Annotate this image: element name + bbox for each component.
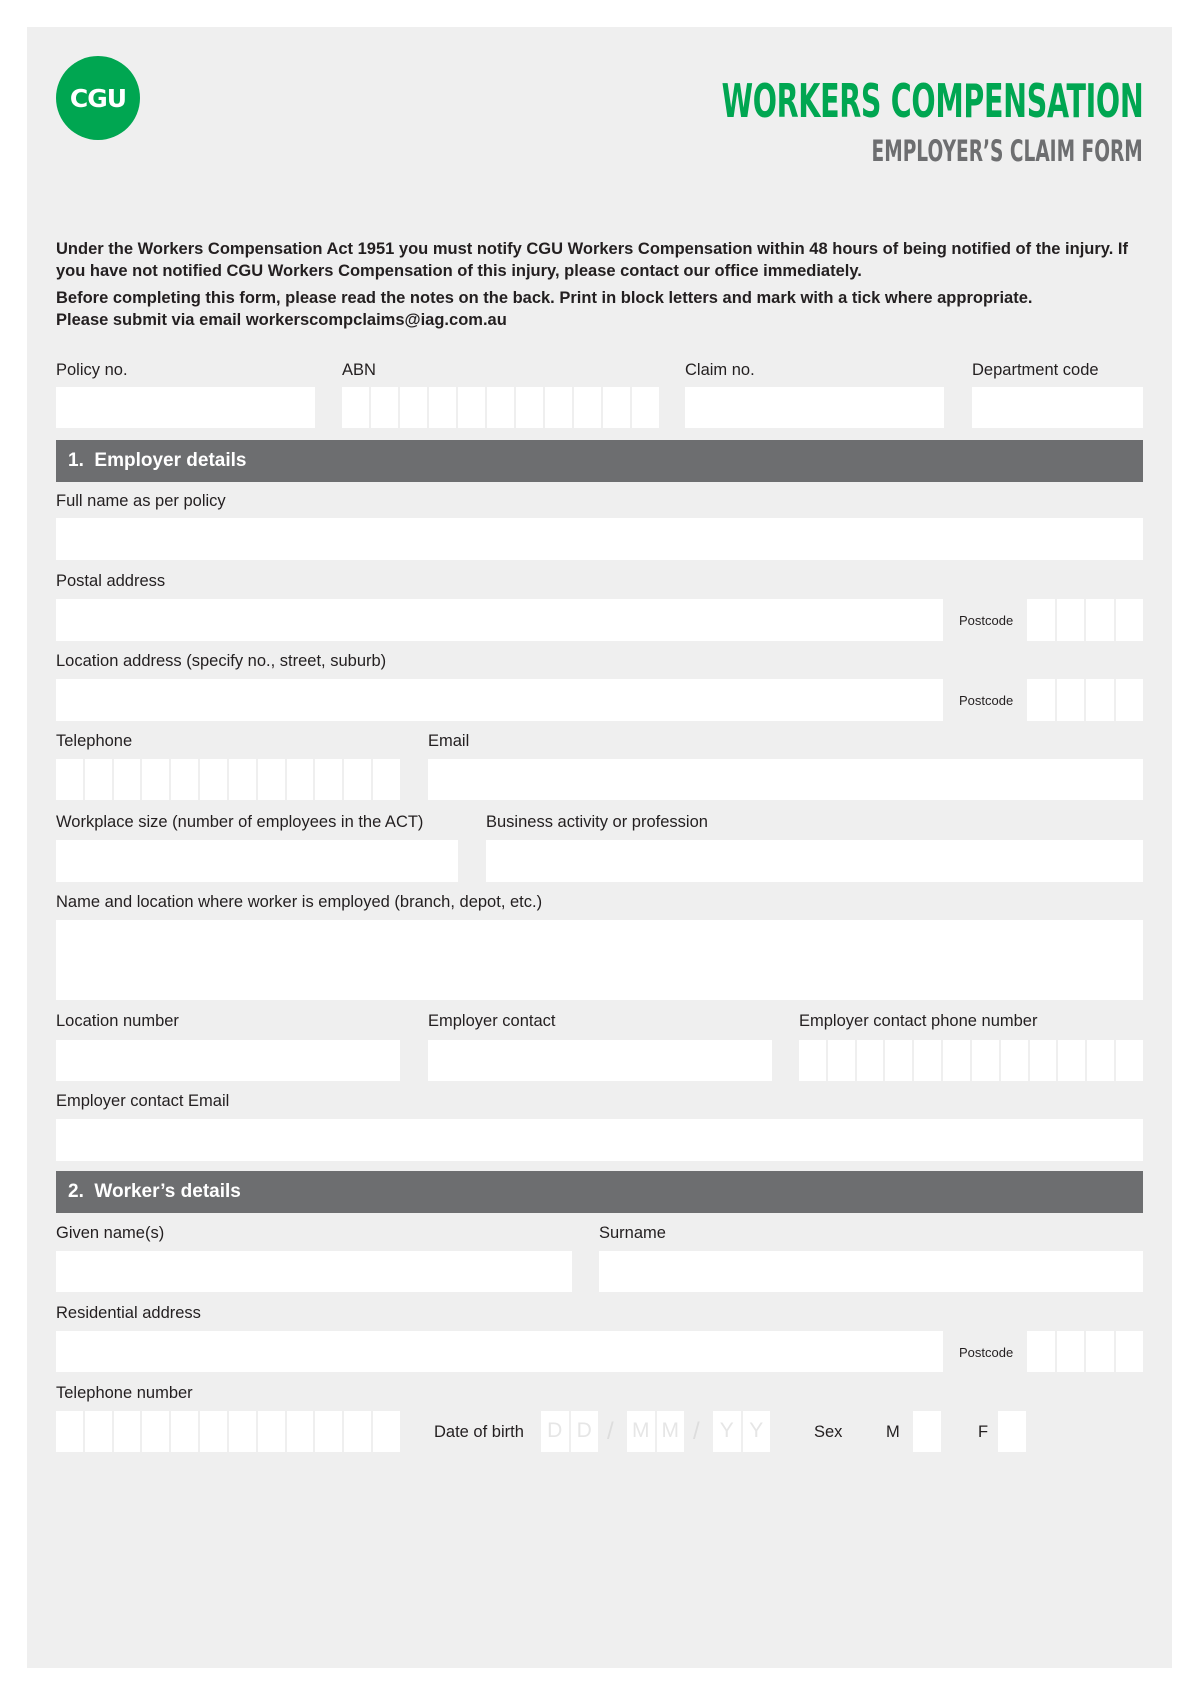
full-name-input[interactable] [56, 518, 1143, 560]
phone-cell[interactable] [943, 1040, 970, 1081]
policy-no-label: Policy no. [56, 361, 128, 379]
phone-cell[interactable] [315, 1411, 342, 1452]
phone-cell[interactable] [200, 759, 227, 800]
abn-cell[interactable] [487, 387, 514, 428]
email-label: Email [428, 732, 470, 750]
form-subtitle: EMPLOYER’S CLAIM FORM [871, 134, 1143, 168]
location-address-input[interactable] [56, 679, 943, 721]
phone-cell[interactable] [885, 1040, 912, 1081]
postal-address-input[interactable] [56, 599, 943, 641]
postcode-cell[interactable] [1027, 679, 1055, 721]
abn-cell[interactable] [400, 387, 427, 428]
abn-cell[interactable] [632, 387, 659, 428]
phone-cell[interactable] [1116, 1040, 1143, 1081]
phone-cell[interactable] [56, 759, 83, 800]
section-workers-details-heading: 2. Worker’s details [56, 1171, 1143, 1213]
location-number-label: Location number [56, 1012, 179, 1030]
abn-cell[interactable] [574, 387, 601, 428]
location-postcode-label: Postcode [959, 693, 1014, 708]
abn-cell[interactable] [545, 387, 572, 428]
business-activity-input[interactable] [486, 840, 1143, 882]
claim-no-input[interactable] [685, 387, 944, 428]
postcode-cell[interactable] [1027, 599, 1055, 641]
cgu-logo [56, 56, 140, 140]
telephone-input[interactable] [56, 759, 400, 800]
logo-text: CGU [69, 83, 127, 113]
employer-contact-email-label: Employer contact Email [56, 1092, 230, 1110]
dob-year-cell[interactable]: Y [743, 1411, 771, 1452]
abn-cell[interactable] [342, 387, 369, 428]
employer-contact-email-input[interactable] [56, 1119, 1143, 1161]
phone-cell[interactable] [1030, 1040, 1057, 1081]
sex-label: Sex [814, 1423, 843, 1441]
employer-contact-label: Employer contact [428, 1012, 556, 1030]
department-code-input[interactable] [972, 387, 1143, 428]
postal-postcode-input[interactable] [1027, 599, 1143, 641]
surname-input[interactable] [599, 1251, 1143, 1292]
dob-year-cell[interactable]: Y [713, 1411, 741, 1452]
phone-cell[interactable] [287, 759, 314, 800]
intro-paragraph-3: Please submit via email workerscompclaims@iag.com.au [56, 311, 507, 329]
phone-cell[interactable] [200, 1411, 227, 1452]
abn-cell[interactable] [371, 387, 398, 428]
phone-cell[interactable] [344, 759, 371, 800]
department-code-label: Department code [972, 361, 1099, 379]
location-number-input[interactable] [56, 1040, 400, 1081]
business-activity-label: Business activity or profession [486, 813, 708, 831]
employer-contact-phone-input[interactable] [799, 1040, 1143, 1081]
phone-cell[interactable] [142, 759, 169, 800]
residential-address-input[interactable] [56, 1331, 943, 1372]
dob-day-input[interactable] [541, 1411, 598, 1452]
phone-cell[interactable] [972, 1040, 999, 1081]
phone-cell[interactable] [344, 1411, 371, 1452]
name-location-label: Name and location where worker is employed (branch, depot, etc.) [56, 893, 543, 911]
postcode-cell[interactable] [1057, 679, 1085, 721]
abn-input[interactable] [342, 387, 659, 428]
phone-cell[interactable] [85, 759, 112, 800]
phone-cell[interactable] [258, 1411, 285, 1452]
postal-address-label: Postal address [56, 572, 166, 590]
dob-separator: / [693, 1418, 700, 1445]
employer-contact-input[interactable] [428, 1040, 772, 1081]
sex-male-label: M [886, 1423, 900, 1441]
name-location-input[interactable] [56, 920, 1143, 1000]
intro-paragraph-1: Under the Workers Compensation Act 1951 you must notify CGU Workers Compensation within 48 hours of being notified of the injury. If you have not notified CGU Workers Compensation of this injury, please contact our office immediately. [56, 240, 1129, 280]
worker-telephone-input[interactable] [56, 1411, 400, 1452]
dob-month-input[interactable] [627, 1411, 684, 1452]
form-title: WORKERS COMPENSATION [721, 74, 1143, 128]
postcode-cell[interactable] [1116, 1331, 1144, 1372]
phone-cell[interactable] [56, 1411, 83, 1452]
postcode-cell[interactable] [1086, 1331, 1114, 1372]
phone-cell[interactable] [373, 759, 400, 800]
dob-day-cell[interactable]: D [541, 1411, 569, 1452]
workplace-size-label: Workplace size (number of employees in the ACT) [56, 813, 424, 831]
phone-cell[interactable] [315, 759, 342, 800]
section-employer-details-heading: 1. Employer details [56, 440, 1143, 482]
dob-separator: / [607, 1418, 614, 1445]
phone-cell[interactable] [258, 759, 285, 800]
sex-male-checkbox[interactable] [913, 1411, 941, 1452]
claim-no-label: Claim no. [685, 361, 755, 379]
date-of-birth-label: Date of birth [434, 1423, 524, 1441]
dob-year-input[interactable] [713, 1411, 770, 1452]
worker-telephone-label: Telephone number [56, 1384, 193, 1402]
postcode-cell[interactable] [1057, 1331, 1085, 1372]
phone-cell[interactable] [914, 1040, 941, 1081]
phone-cell[interactable] [1087, 1040, 1114, 1081]
postal-postcode-label: Postcode [959, 613, 1014, 628]
location-address-label: Location address (specify no., street, suburb) [56, 652, 387, 670]
postcode-cell[interactable] [1086, 599, 1114, 641]
abn-label: ABN [342, 361, 376, 379]
dob-month-cell[interactable]: M [657, 1411, 685, 1452]
phone-cell[interactable] [114, 1411, 141, 1452]
phone-cell[interactable] [799, 1040, 826, 1081]
email-input[interactable] [428, 759, 1143, 800]
workplace-size-input[interactable] [56, 840, 458, 882]
location-postcode-input[interactable] [1027, 679, 1143, 721]
residential-postcode-input[interactable] [1027, 1331, 1143, 1372]
policy-no-input[interactable] [56, 387, 315, 428]
given-names-input[interactable] [56, 1251, 572, 1292]
phone-cell[interactable] [229, 759, 256, 800]
telephone-label: Telephone [56, 732, 133, 750]
phone-cell[interactable] [171, 759, 198, 800]
phone-cell[interactable] [142, 1411, 169, 1452]
employer-contact-phone-label: Employer contact phone number [799, 1012, 1038, 1030]
phone-cell[interactable] [114, 759, 141, 800]
intro-paragraph-2: Before completing this form, please read the notes on the back. Print in block letters and mark with a tick where appropriate. [56, 289, 1033, 307]
given-names-label: Given name(s) [56, 1224, 165, 1242]
phone-cell[interactable] [1001, 1040, 1028, 1081]
residential-postcode-label: Postcode [959, 1345, 1014, 1360]
phone-cell[interactable] [828, 1040, 855, 1081]
abn-cell[interactable] [516, 387, 543, 428]
surname-label: Surname [599, 1224, 666, 1242]
full-name-label: Full name as per policy [56, 492, 226, 510]
postcode-cell[interactable] [1086, 679, 1114, 721]
phone-cell[interactable] [1058, 1040, 1085, 1081]
abn-cell[interactable] [429, 387, 456, 428]
dob-day-cell[interactable]: D [571, 1411, 599, 1452]
sex-female-label: F [978, 1423, 989, 1441]
postcode-cell[interactable] [1116, 679, 1144, 721]
postcode-cell[interactable] [1116, 599, 1144, 641]
abn-cell[interactable] [603, 387, 630, 428]
phone-cell[interactable] [229, 1411, 256, 1452]
dob-month-cell[interactable]: M [627, 1411, 655, 1452]
phone-cell[interactable] [85, 1411, 112, 1452]
phone-cell[interactable] [373, 1411, 400, 1452]
postcode-cell[interactable] [1057, 599, 1085, 641]
phone-cell[interactable] [287, 1411, 314, 1452]
phone-cell[interactable] [171, 1411, 198, 1452]
sex-female-checkbox[interactable] [998, 1411, 1026, 1452]
phone-cell[interactable] [857, 1040, 884, 1081]
abn-cell[interactable] [458, 387, 485, 428]
residential-address-label: Residential address [56, 1304, 201, 1322]
postcode-cell[interactable] [1027, 1331, 1055, 1372]
